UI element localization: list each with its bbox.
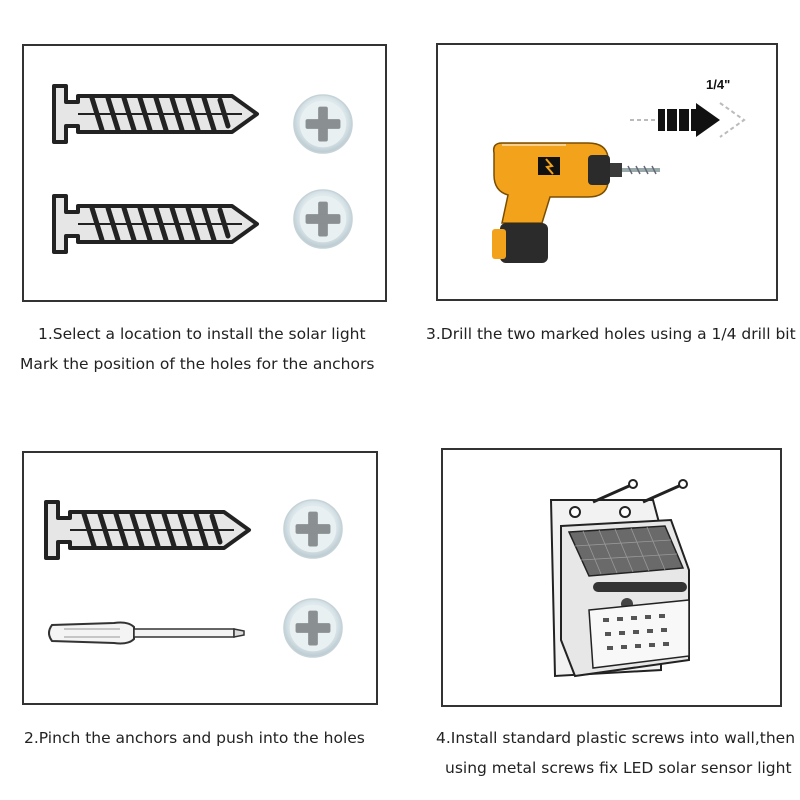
drill-direction-arrow-icon bbox=[630, 103, 744, 137]
step1-illustration-panel bbox=[22, 44, 387, 302]
step2-illustration-panel bbox=[22, 451, 378, 705]
screwdriver-icon bbox=[49, 623, 244, 644]
step1-caption-line1: 1.Select a location to install the solar light bbox=[38, 325, 366, 343]
solar-sensor-light-icon bbox=[551, 480, 689, 676]
step4-caption-line2: using metal screws fix LED solar sensor light bbox=[445, 759, 792, 777]
anchor-icon bbox=[46, 502, 249, 558]
wall-hole-icon bbox=[284, 500, 342, 558]
power-drill-icon bbox=[492, 143, 660, 263]
wall-hole-icon bbox=[294, 190, 352, 248]
step1-caption-line2: Mark the position of the holes for the anchors bbox=[20, 355, 375, 373]
step2-caption: 2.Pinch the anchors and push into the holes bbox=[24, 729, 365, 747]
step4-illustration-panel bbox=[441, 448, 782, 707]
wall-hole-icon bbox=[294, 95, 352, 153]
anchor-icon bbox=[54, 86, 257, 142]
wall-hole-icon bbox=[284, 599, 342, 657]
step3-caption: 3.Drill the two marked holes using a 1/4 drill bit bbox=[426, 325, 796, 343]
step4-caption-line1: 4.Install standard plastic screws into wall,then bbox=[436, 729, 796, 747]
step3-illustration-panel bbox=[436, 43, 778, 301]
anchor-icon bbox=[54, 196, 257, 252]
drill-size-label: 1/4" bbox=[706, 77, 731, 92]
